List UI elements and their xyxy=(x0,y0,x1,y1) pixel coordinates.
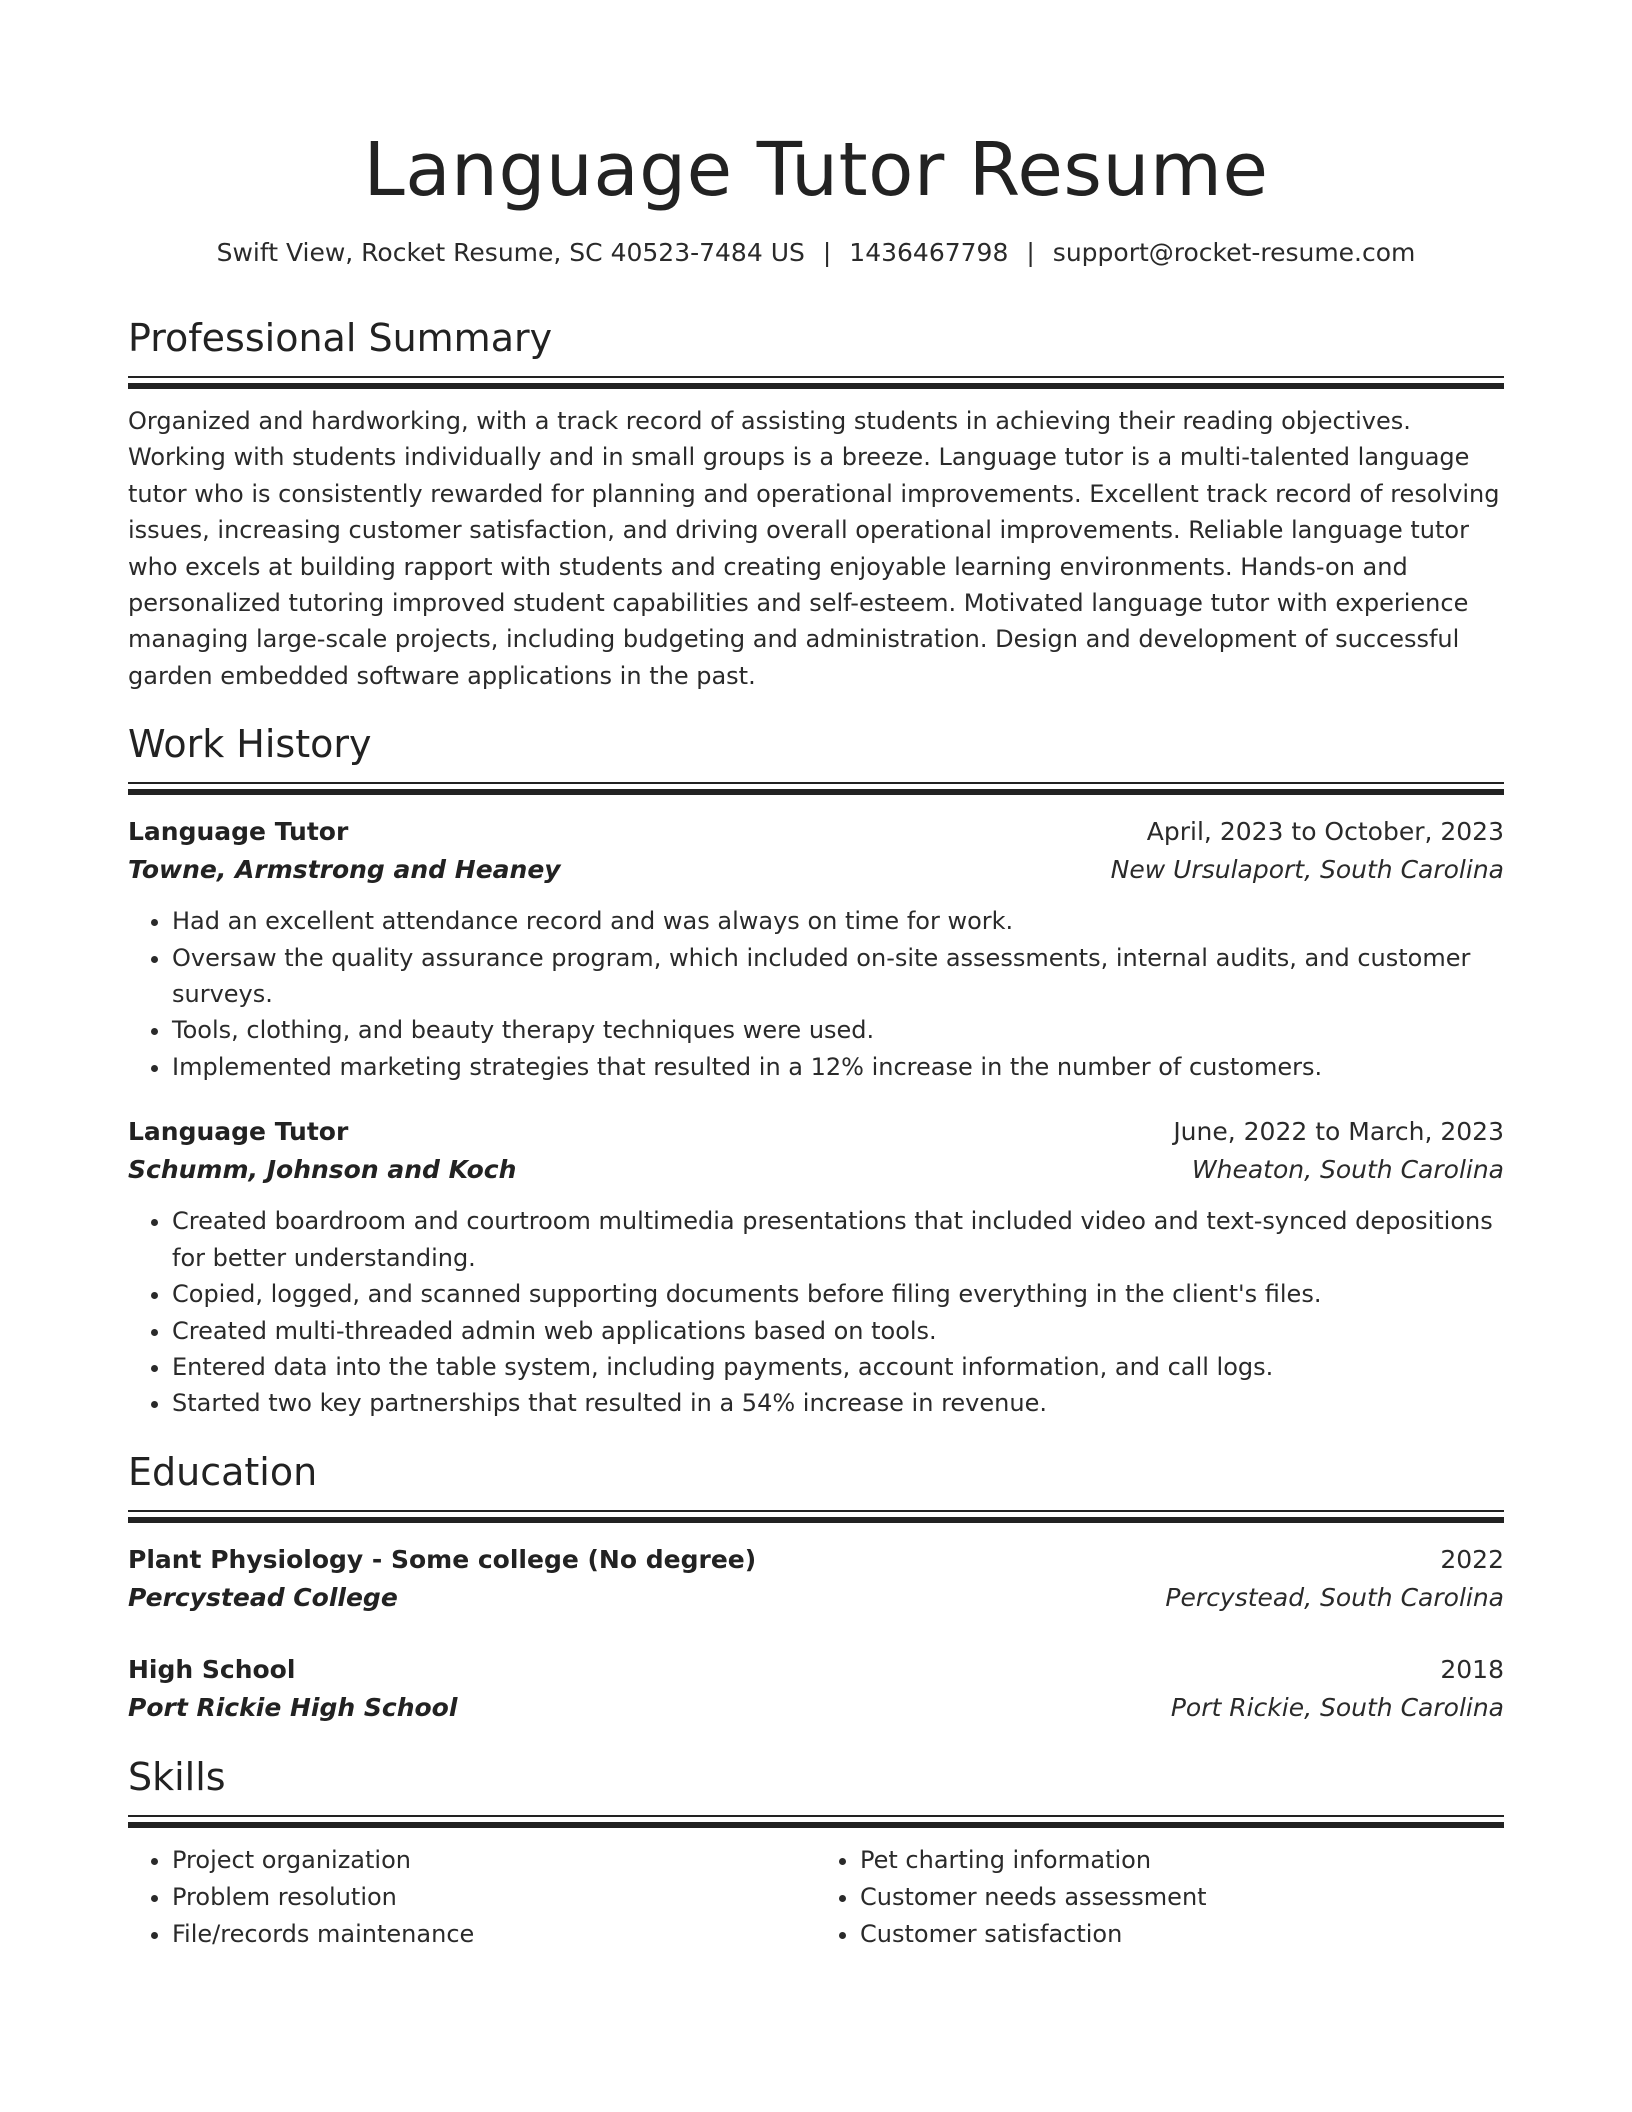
job-header-row xyxy=(128,813,1504,851)
education-school: Port Rickie High School xyxy=(128,1692,458,1722)
job-bullet: • Started two key partnerships that resulted in a 54% increase in revenue. xyxy=(172,1385,1504,1421)
job-bullet: • Oversaw the quality assurance program, which included on-site assessments, internal audits, and customer surveys. xyxy=(172,940,1504,1013)
education-degree: High School xyxy=(128,1654,296,1684)
skills-column-right xyxy=(816,1842,1504,1953)
education-header-row xyxy=(128,1651,1504,1689)
job-company-row xyxy=(128,851,1504,889)
section-title-summary: Professional Summary xyxy=(128,316,553,360)
summary-text: Organized and hardworking, with a track record of assisting students in achieving their reading objectives. Working with students individually and in small groups is a breeze. Language tutor is a multi-talented language tutor who is consistently rewarded for planning and operational improvements. Excellent track record of resolving issues, increasing customer satisfaction, and driving overall operational improvements. Reliable language tutor who excels at building rapport with students and creating enjoyable learning environments. Hands-on and personalized tutoring improved student capabilities and self-esteem. Motivated language tutor with experience managing large-scale projects, including budgeting and administration. Design and development of successful garden embedded software applications in the past. xyxy=(128,407,1500,690)
education-entry xyxy=(128,1651,1504,1727)
education-header-row xyxy=(128,1541,1504,1579)
contact-separator: | xyxy=(822,238,832,267)
section-education xyxy=(128,1448,1504,1727)
education-location: Percystead, South Carolina xyxy=(1165,1582,1504,1612)
section-summary xyxy=(128,314,1504,694)
skills-grid xyxy=(128,1842,1504,1953)
resume-title: Language Tutor Resume xyxy=(363,127,1269,213)
contact-address: Swift View, Rocket Resume, SC 40523-7484 US xyxy=(216,238,805,267)
contact-email: support@rocket-resume.com xyxy=(1052,238,1416,267)
job-company: Towne, Armstrong and Heaney xyxy=(128,855,561,885)
job-bullets xyxy=(128,903,1504,1085)
education-school-row xyxy=(128,1689,1504,1727)
job-location: New Ursulaport, South Carolina xyxy=(1110,855,1504,885)
job-bullet: • Tools, clothing, and beauty therapy techniques were used. xyxy=(172,1012,1504,1048)
job-position: Language Tutor xyxy=(128,1117,349,1147)
education-school-row xyxy=(128,1579,1504,1617)
job-entry xyxy=(128,1113,1504,1421)
skill-item: • Customer satisfaction xyxy=(860,1916,1504,1953)
contact-phone: 1436467798 xyxy=(849,238,1009,267)
job-bullet: • Implemented marketing strategies that resulted in a 12% increase in the number of customers. xyxy=(172,1049,1504,1085)
job-bullet: • Entered data into the table system, including payments, account information, and call logs. xyxy=(172,1349,1504,1385)
skill-item: • Problem resolution xyxy=(172,1879,816,1916)
section-title-work-history: Work History xyxy=(128,722,372,767)
section-divider xyxy=(128,782,1504,795)
job-position: Language Tutor xyxy=(128,817,349,847)
section-divider xyxy=(128,1815,1504,1828)
skills-column-left xyxy=(128,1842,816,1953)
education-location: Port Rickie, South Carolina xyxy=(1170,1692,1504,1722)
education-year: 2018 xyxy=(1440,1654,1504,1684)
job-company-row xyxy=(128,1151,1504,1189)
section-divider xyxy=(128,1510,1504,1523)
skill-item: • Project organization xyxy=(172,1842,816,1879)
section-divider xyxy=(128,376,1504,389)
job-bullets xyxy=(128,1203,1504,1421)
job-bullet: • Had an excellent attendance record and was always on time for work. xyxy=(172,903,1504,939)
education-year: 2022 xyxy=(1440,1544,1504,1574)
contact-separator: | xyxy=(1026,238,1035,267)
skill-item: • Pet charting information xyxy=(860,1842,1504,1879)
contact-line xyxy=(128,236,1504,270)
job-dates: June, 2022 to March, 2023 xyxy=(1173,1117,1504,1147)
job-location: Wheaton, South Carolina xyxy=(1191,1155,1504,1185)
job-header-row xyxy=(128,1113,1504,1151)
section-work-history xyxy=(128,720,1504,1421)
section-title-education: Education xyxy=(128,1449,318,1494)
job-bullet: • Copied, logged, and scanned supporting documents before filing everything in the client's files. xyxy=(172,1276,1504,1312)
education-degree: Plant Physiology - Some college (No degree) xyxy=(128,1544,757,1574)
skill-item: • Customer needs assessment xyxy=(860,1879,1504,1916)
education-entry xyxy=(128,1541,1504,1617)
skill-item: • File/records maintenance xyxy=(172,1916,816,1953)
job-bullet: • Created boardroom and courtroom multimedia presentations that included video and text-synced depositions for better understanding. xyxy=(172,1203,1504,1276)
job-bullet: • Created multi-threaded admin web applications based on tools. xyxy=(172,1313,1504,1349)
job-entry xyxy=(128,813,1504,1085)
section-title-skills: Skills xyxy=(128,1754,226,1799)
education-school: Percystead College xyxy=(128,1582,398,1612)
job-company: Schumm, Johnson and Koch xyxy=(128,1155,517,1185)
job-dates: April, 2023 to October, 2023 xyxy=(1146,817,1504,847)
section-skills xyxy=(128,1753,1504,1953)
